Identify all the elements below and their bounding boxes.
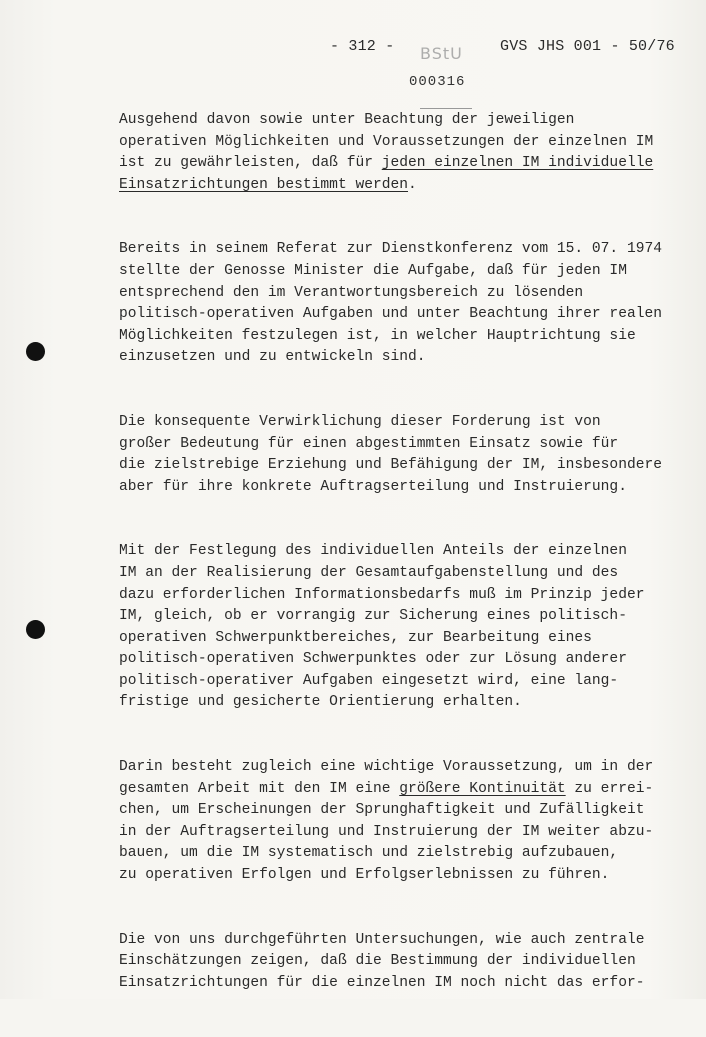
text-line [119, 477, 694, 499]
line-text: gesamten Arbeit mit den IM eine [119, 780, 400, 797]
line-text: Bereits in seinem Referat zur Dienstkonferenz vom 15. 07. 1974 [119, 241, 662, 258]
text-line [119, 132, 694, 154]
line-text: zu operativen Erfolgen und Erfolgserlebnissen zu führen. [119, 867, 610, 884]
line-text: chen, um Erscheinungen der Sprunghaftigkeit und Zufälligkeit [119, 802, 645, 819]
text-line [119, 283, 694, 305]
text-line [119, 628, 694, 650]
paragraph [119, 110, 694, 196]
punch-hole-top [26, 342, 45, 361]
line-text: IM, gleich, ob er vorrangig zur Sicherung eines politisch- [119, 608, 627, 625]
line-text-after: . [408, 176, 417, 193]
paragraph [119, 930, 694, 995]
text-line [119, 434, 694, 456]
line-text: politisch-operativer Aufgaben eingesetzt wird, eine lang- [119, 672, 619, 689]
line-text: Möglichkeiten festzulegen ist, in welcher Hauptrichtung sie [119, 327, 636, 344]
text-line [119, 110, 694, 132]
line-text: Darin besteht zugleich eine wichtige Voraussetzung, um in der [119, 759, 654, 776]
line-text: operativen Möglichkeiten und Voraussetzungen der einzelnen IM [119, 133, 654, 150]
text-line [119, 175, 694, 197]
paragraph [119, 757, 694, 887]
text-line [119, 951, 694, 973]
line-text: die zielstrebige Erziehung und Befähigung der IM, insbesondere [119, 457, 662, 474]
text-line [119, 822, 694, 844]
line-text: großer Bedeutung für einen abgestimmten Einsatz sowie für [119, 435, 619, 452]
line-text: stellte der Genosse Minister die Aufgabe, daß für jeden IM [119, 262, 627, 279]
line-text: Ausgehend davon sowie unter Beachtung der jeweiligen [119, 112, 575, 128]
document-reference: GVS JHS 001 - 50/76 [500, 38, 675, 55]
text-line [119, 261, 694, 283]
line-text: aber für ihre konkrete Auftragserteilung und Instruierung. [119, 478, 627, 495]
text-line [119, 649, 694, 671]
archive-stamp: BStU [420, 44, 463, 63]
line-text-after: zu errei- [565, 780, 654, 797]
text-line [119, 692, 694, 714]
line-text: Mit der Festlegung des individuellen Anteils der einzelnen [119, 543, 627, 560]
text-line [119, 930, 694, 952]
text-line [119, 455, 694, 477]
text-line [119, 843, 694, 865]
line-text: einzusetzen und zu entwickeln sind. [119, 349, 426, 366]
underlined-text: größere Kontinuität [399, 780, 566, 797]
text-line [119, 779, 694, 801]
text-line [119, 606, 694, 628]
archive-number: 000316 [409, 74, 466, 90]
document-body [119, 110, 694, 1037]
underlined-text: Einsatzrichtungen bestimmt werden [119, 176, 409, 193]
paragraph [119, 541, 694, 714]
underlined-text: jeden einzelnen IM individuelle [381, 155, 654, 172]
line-text: operativen Schwerpunktbereiches, zur Bearbeitung eines [119, 629, 592, 646]
line-text: Einschätzungen zeigen, daß die Bestimmung der individuellen [119, 953, 636, 970]
text-line [119, 800, 694, 822]
line-text: Die konsequente Verwirklichung dieser Forderung ist von [119, 413, 601, 430]
text-line [119, 541, 694, 563]
text-line [119, 973, 694, 995]
line-text: Die von uns durchgeführten Untersuchungen, wie auch zentrale [119, 931, 645, 948]
line-text: IM an der Realisierung der Gesamtaufgabenstellung und des [119, 564, 619, 581]
text-line [119, 865, 694, 887]
page-header [330, 38, 675, 55]
line-text: politisch-operativen Schwerpunktes oder zur Lösung anderer [119, 651, 627, 668]
text-line [119, 412, 694, 434]
line-text: fristige und gesicherte Orientierung erhalten. [119, 694, 522, 711]
paragraph [119, 412, 694, 498]
text-line [119, 671, 694, 693]
line-text: dazu erforderlichen Informationsbedarfs muß im Prinzip jeder [119, 586, 645, 603]
text-line [119, 585, 694, 607]
text-line [119, 153, 694, 175]
line-text: bauen, um die IM systematisch und zielstrebig aufzubauen, [119, 845, 619, 862]
line-text: in der Auftragserteilung und Instruierung der IM weiter abzu- [119, 823, 654, 840]
text-line [119, 326, 694, 348]
text-line [119, 347, 694, 369]
punch-hole-bottom [26, 620, 45, 639]
line-text: Einsatzrichtungen für die einzelnen IM noch nicht das erfor- [119, 974, 645, 991]
text-line [119, 304, 694, 326]
line-text: ist zu gewährleisten, daß für [119, 155, 382, 172]
archive-number-underline [420, 108, 472, 109]
page-number-marker: - 312 - [330, 38, 395, 55]
text-line [119, 757, 694, 779]
text-line [119, 239, 694, 261]
line-text: politisch-operativen Aufgaben und unter Beachtung ihrer realen [119, 306, 662, 323]
text-line [119, 563, 694, 585]
line-text: entsprechend den im Verantwortungsbereich zu lösenden [119, 284, 584, 301]
paragraph [119, 239, 694, 369]
